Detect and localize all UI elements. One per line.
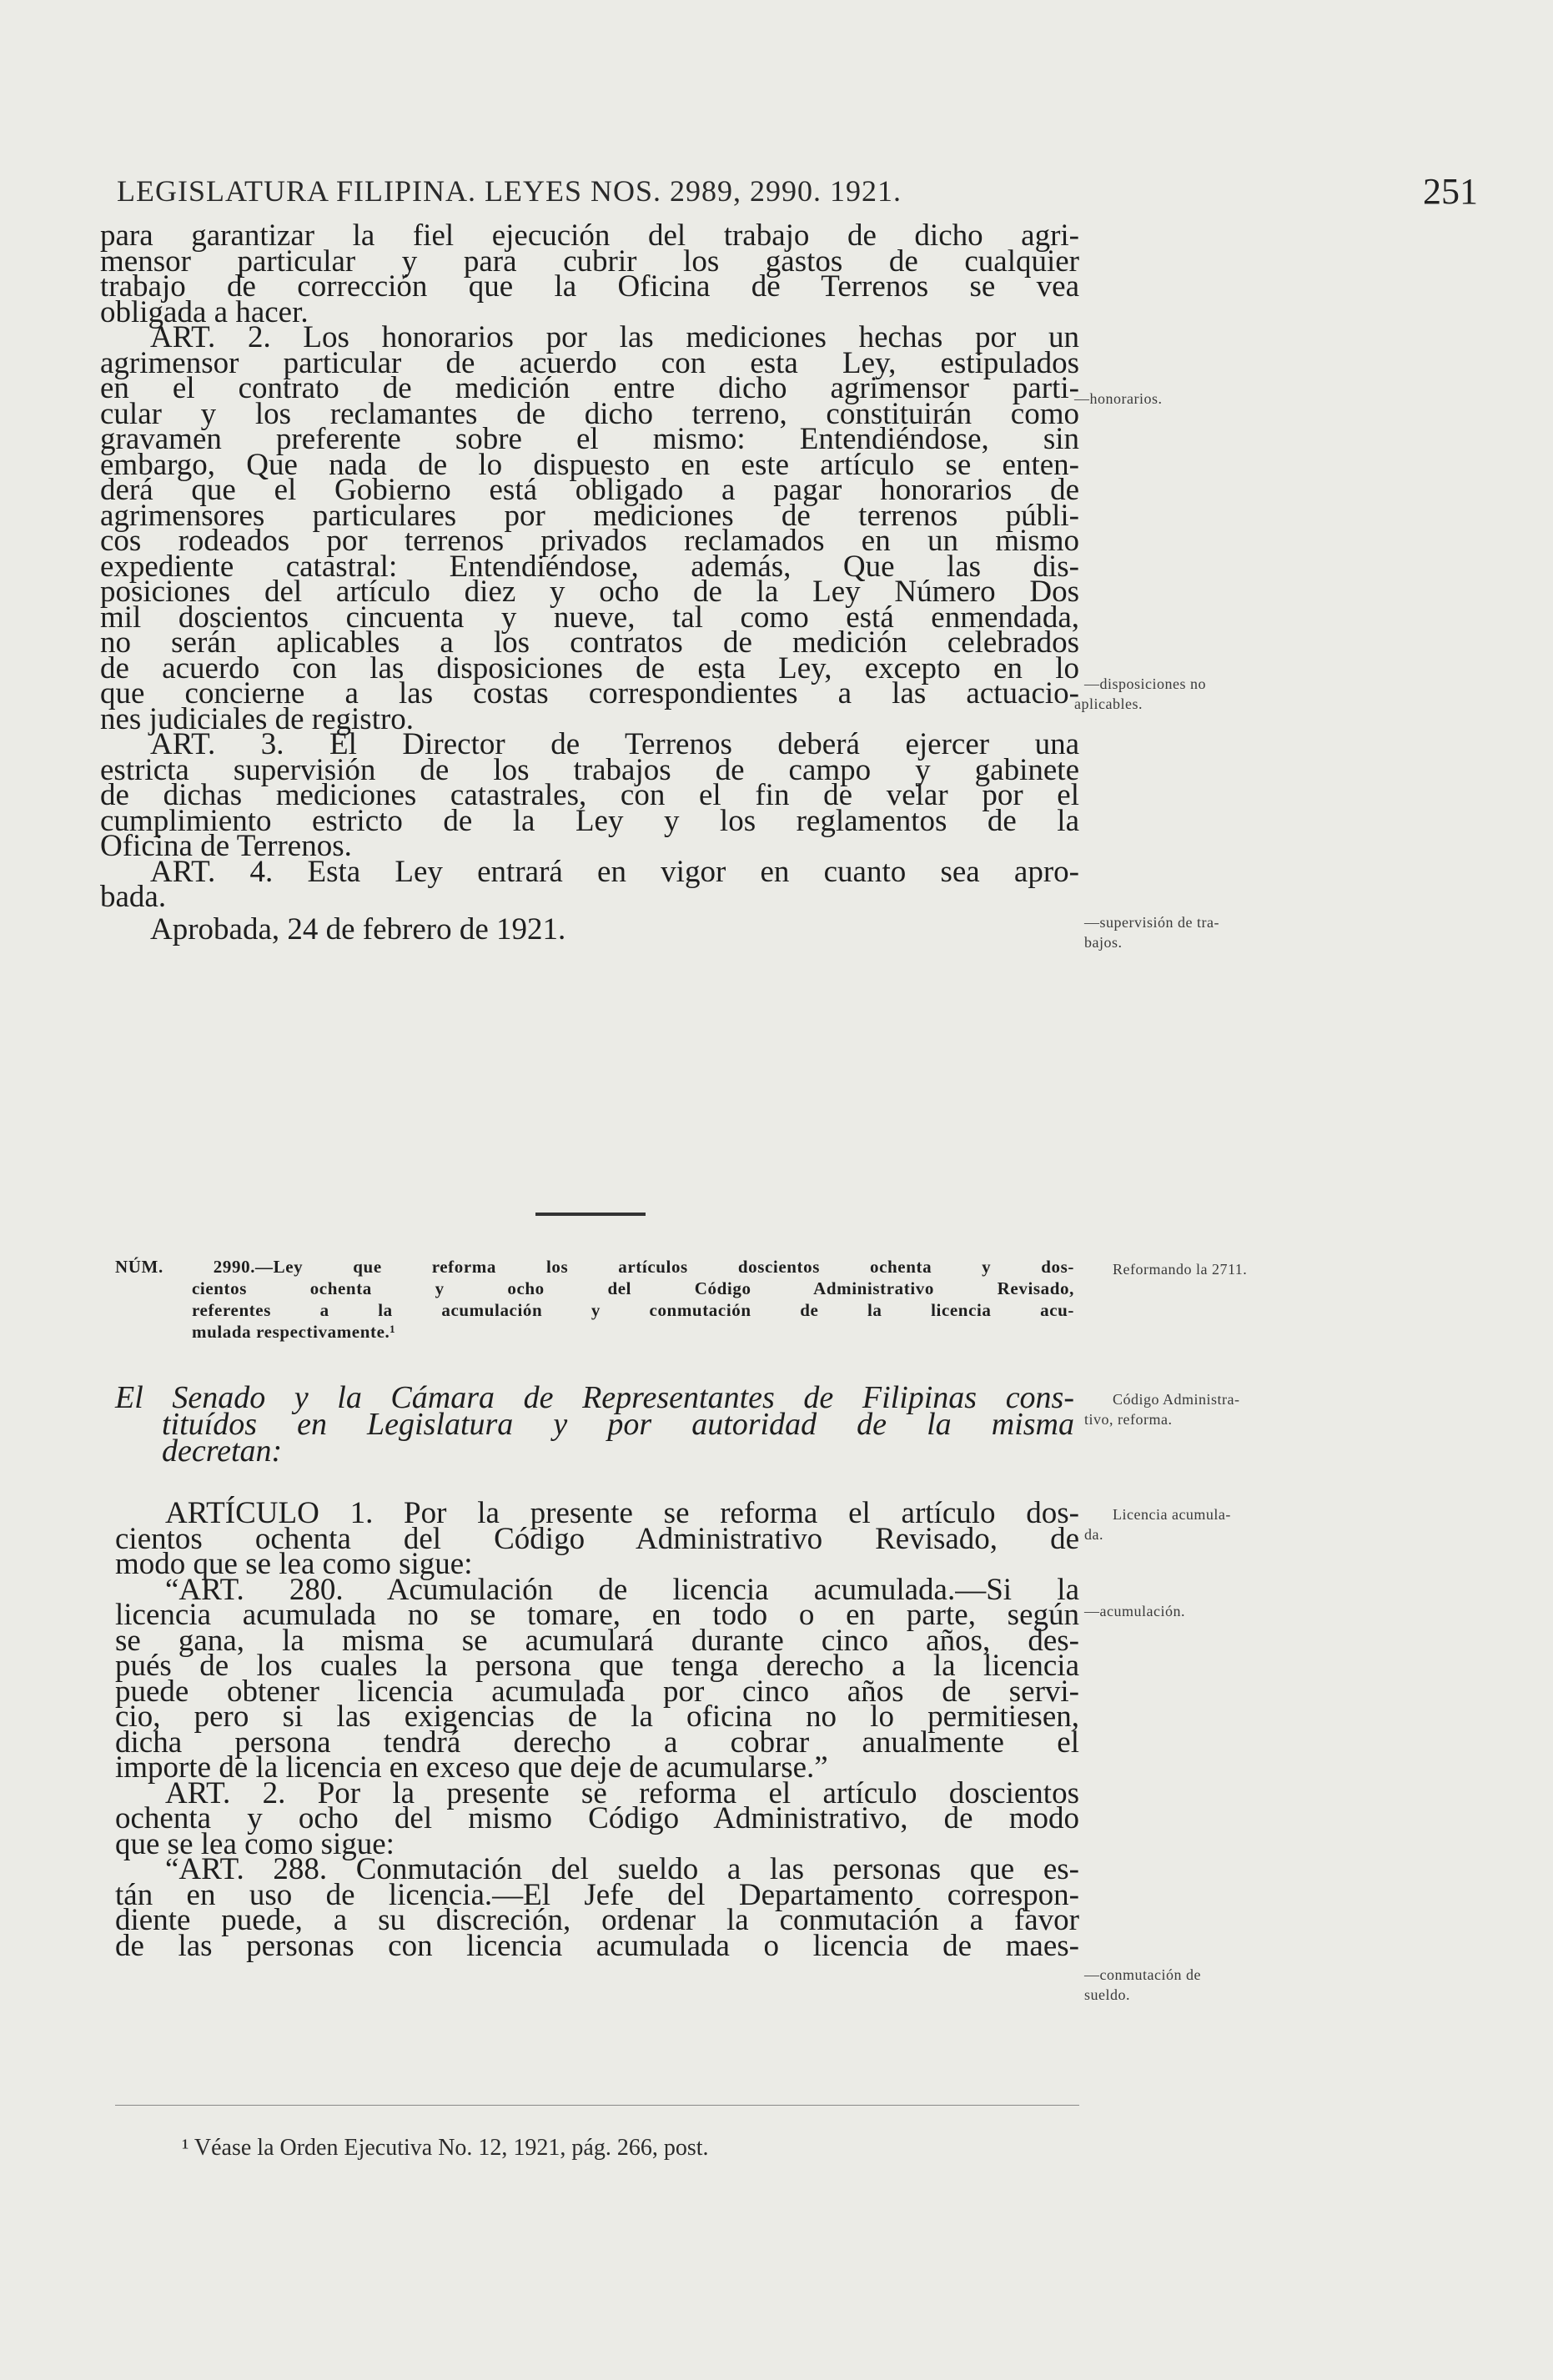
law-2989-body [100, 218, 1079, 946]
text-line: “ART. 288. Conmutación del sueldo a las personas que es- [165, 1852, 1079, 1886]
text-line: gravamen preferente sobre el mismo: Entendiéndose, sin [100, 422, 1079, 456]
text-line: para garantizar la fiel ejecución del trabajo de dicho agri- [100, 218, 1079, 253]
text-line: importe de la licencia en exceso que deje de acumularse.” [115, 1750, 828, 1785]
article-4-line: ART. 4. Esta Ley entrará en vigor en cuanto sea apro- [150, 854, 1079, 889]
enacting-clause [115, 1380, 1074, 1469]
heading-line: mulada respectivamente.¹ [192, 1322, 396, 1342]
margin-note-licencia-2: da. [1084, 1526, 1103, 1543]
text-line: que se lea como sigue: [115, 1826, 395, 1861]
text-line: de dichas mediciones catastrales, con el fin de velar por el [100, 778, 1079, 812]
text-line: ochenta y ocho del mismo Código Administrativo, de modo [115, 1801, 1079, 1835]
text-line: cumplimiento estricto de la Ley y los reglamentos de la [100, 803, 1079, 838]
text-line: estricta supervisión de los trabajos de campo y gabinete [100, 752, 1079, 787]
margin-note-conmutacion-2: sueldo. [1084, 1986, 1130, 2003]
text-line: obligada a hacer. [100, 294, 309, 329]
text-line: nes judiciales de registro. [100, 701, 415, 736]
footnote-rule [115, 2105, 1079, 2106]
text-line: tán en uso de licencia.—El Jefe del Departamento correspon- [115, 1877, 1079, 1912]
running-head: LEGISLATURA FILIPINA. LEYES NOS. 2989, 2990. 1921. [117, 174, 902, 208]
margin-note-codigo-2: tivo, reforma. [1084, 1411, 1173, 1428]
text-line: cular y los reclamantes de dicho terreno, constituirán como [100, 396, 1079, 431]
heading-line: referentes a la acumulación y conmutación de la licencia acu- [192, 1300, 1074, 1320]
article-2-line: ART. 2. Por la presente se reforma el artículo doscientos [165, 1775, 1079, 1810]
law-2990-body [115, 1496, 1079, 1963]
margin-note-codigo: Código Administra- [1113, 1391, 1240, 1408]
text-line: agrimensor particular de acuerdo con esta Ley, estipulados [100, 345, 1079, 380]
text-line: mensor particular y para cubrir los gastos de cualquier [100, 244, 1079, 279]
text-line: pués de los cuales la persona que tenga derecho a la licencia [115, 1649, 1079, 1683]
text-line: trabajo de corrección que la Oficina de Terrenos se vea [100, 269, 1079, 304]
text-line: de las personas con licencia acumulada o licencia de maes- [115, 1928, 1079, 1963]
article-2-line: ART. 2. Los honorarios por las mediciones hechas por un [150, 320, 1079, 354]
article-3-line: ART. 3. El Director de Terrenos deberá ejercer una [150, 727, 1079, 761]
text-line: agrimensores particulares por mediciones de terrenos públi- [100, 498, 1079, 533]
enacting-line: decretan: [162, 1434, 283, 1469]
text-line: cientos ochenta del Código Administrativo Revisado, de [115, 1521, 1079, 1556]
text-line: en el contrato de medición entre dicho agrimensor parti- [100, 371, 1079, 405]
margin-note-reformando: Reformando la 2711. [1113, 1261, 1248, 1278]
margin-note-conmutacion: —conmutación de [1084, 1966, 1201, 1983]
text-line: licencia acumulada no se tomare, en todo o en parte, según [115, 1598, 1079, 1632]
text-line: bada. [100, 880, 167, 914]
margin-note-disposiciones-2: aplicables. [1074, 695, 1143, 712]
heading-line: NÚM. 2990.—Ley que reforma los artículos doscientos ochenta y dos- [115, 1257, 1074, 1277]
text-line: cos rodeados por terrenos privados reclamados en un mismo [100, 524, 1079, 558]
enacting-line: tituídos en Legislatura y por autoridad de la misma [162, 1407, 1074, 1442]
margin-note-acumulacion: —acumulación. [1084, 1603, 1185, 1619]
text-line: dicha persona tendrá derecho a cobrar anualmente el [115, 1725, 1079, 1760]
text-line: posiciones del artículo diez y ocho de la Ley Número Dos [100, 575, 1079, 609]
text-line: mil doscientos cincuenta y nueve, tal como está enmendada, [100, 600, 1079, 635]
text-line: diente puede, a su discreción, ordenar la conmutación a favor [115, 1903, 1079, 1937]
text-line: no serán aplicables a los contratos de medición celebrados [100, 625, 1079, 660]
margin-note-disposiciones: —disposiciones no [1084, 675, 1206, 692]
margin-note-supervision: —supervisión de tra- [1084, 914, 1219, 931]
margin-note-supervision-2: bajos. [1084, 934, 1123, 951]
approval-date: Aprobada, 24 de febrero de 1921. [150, 911, 566, 946]
text-line: Oficina de Terrenos. [100, 829, 352, 863]
margin-note-honorarios: —honorarios. [1074, 390, 1163, 407]
enacting-line: El Senado y la Cámara de Representantes de Filipinas cons- [115, 1380, 1074, 1415]
text-line: de acuerdo con las disposiciones de esta Ley, excepto en lo [100, 650, 1079, 685]
law-2990-heading [115, 1256, 1074, 1343]
text-line: embargo, Que nada de lo dispuesto en este artículo se enten- [100, 447, 1079, 482]
text-line: modo que se lea como sigue: [115, 1547, 473, 1581]
text-line: expediente catastral: Entendiéndose, además, Que las dis- [100, 549, 1079, 584]
text-line: puede obtener licencia acumulada por cinco años de servi- [115, 1674, 1079, 1709]
margin-note-licencia: Licencia acumula- [1113, 1506, 1231, 1523]
text-line: se gana, la misma se acumulará durante cinco años, des- [115, 1623, 1079, 1658]
text-line: que concierne a las costas correspondientes a las actuacio- [100, 676, 1079, 710]
page-number: 251 [1423, 171, 1478, 212]
text-line: derá que el Gobierno está obligado a pagar honorarios de [100, 473, 1079, 507]
article-1-line: ARTÍCULO 1. Por la presente se reforma el artículo dos- [165, 1496, 1079, 1530]
heading-line: cientos ochenta y ocho del Código Administrativo Revisado, [192, 1278, 1074, 1298]
section-divider [535, 1213, 646, 1216]
footnote: ¹ Véase la Orden Ejecutiva No. 12, 1921, pág. 266, post. [182, 2135, 709, 2161]
text-line: cio, pero si las exigencias de la oficina no lo permitiesen, [115, 1700, 1079, 1734]
text-line: “ART. 280. Acumulación de licencia acumulada.—Si la [165, 1572, 1079, 1607]
